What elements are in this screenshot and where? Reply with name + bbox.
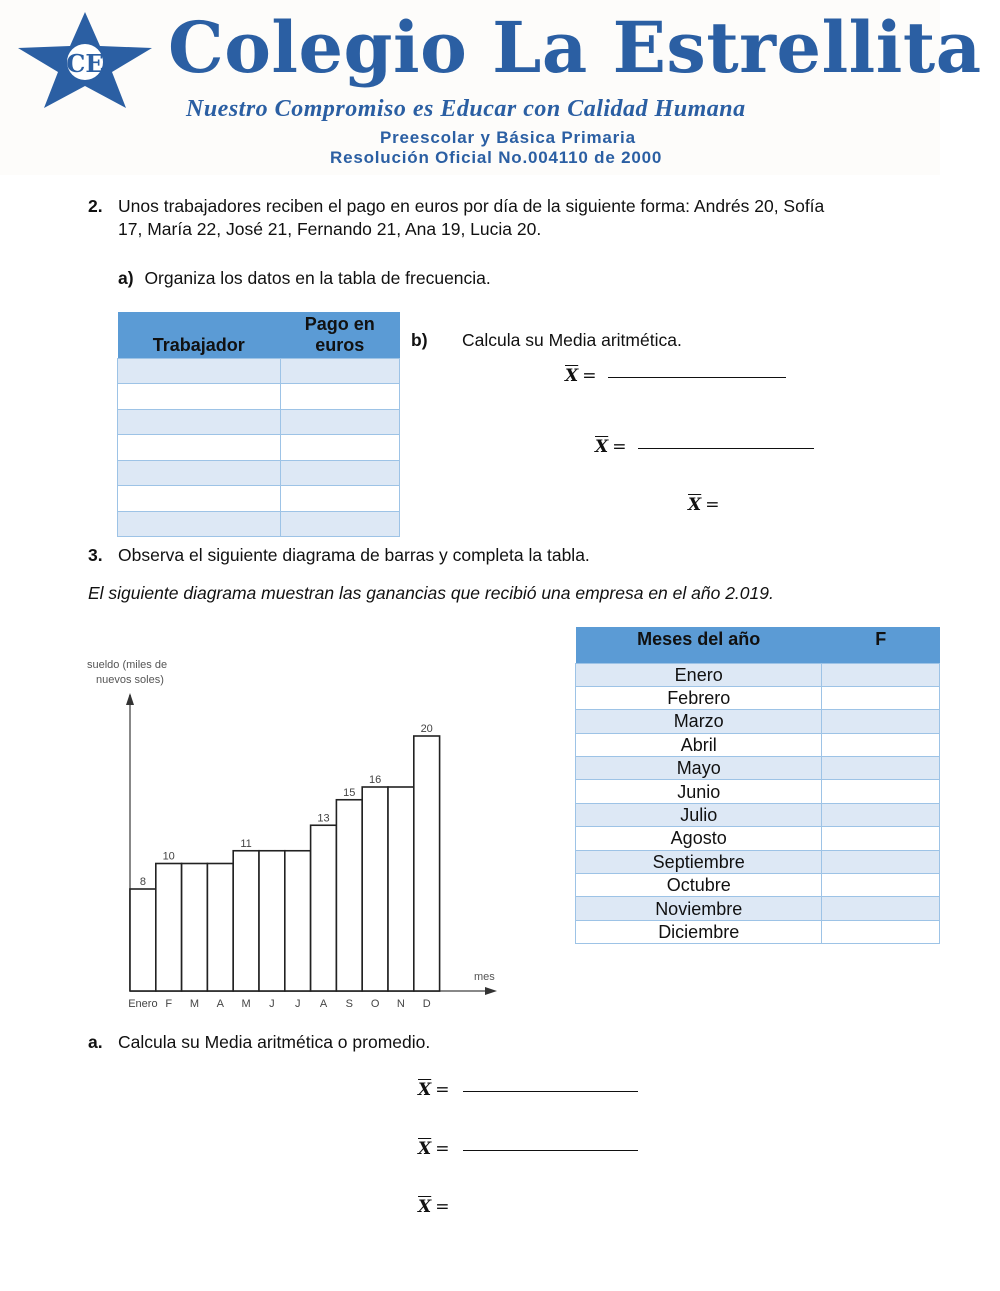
question-2-text-line2: 17, María 22, José 21, Fernando 21, Ana 19, Lucia 20. xyxy=(118,219,542,239)
bar xyxy=(182,864,208,992)
worker-cell[interactable] xyxy=(118,384,281,410)
bar-value-label: 13 xyxy=(317,812,330,825)
x-tick-label: A xyxy=(319,998,328,1010)
mean-formula-3: $\overline{X}$ = xyxy=(688,495,720,515)
month-cell: Marzo xyxy=(576,710,822,733)
month-cell: Febrero xyxy=(576,686,822,709)
x-axis-label: mes xyxy=(474,971,495,983)
payment-cell[interactable] xyxy=(280,460,400,486)
x-tick-label: A xyxy=(216,998,224,1010)
table-row xyxy=(576,874,940,897)
frequency-cell[interactable] xyxy=(822,920,940,943)
bar xyxy=(414,736,440,991)
bar xyxy=(388,787,414,991)
month-cell: Julio xyxy=(576,803,822,826)
bar xyxy=(336,800,362,991)
part-b-text: Calcula su Media aritmética. xyxy=(462,330,682,350)
x-tick-label: O xyxy=(370,998,380,1010)
worker-cell[interactable] xyxy=(118,460,281,486)
bar xyxy=(130,889,156,991)
bar xyxy=(233,851,259,991)
table-row xyxy=(118,486,400,512)
table-header-worker: Trabajador xyxy=(118,312,281,358)
table-row xyxy=(118,409,400,435)
y-axis-label-line2: nuevos soles) xyxy=(96,674,164,686)
x-tick-label: M xyxy=(189,998,200,1010)
answer-line-1[interactable] xyxy=(608,377,786,378)
x-tick-label: Enero xyxy=(128,998,158,1010)
school-resolution: Resolución Oficial No.004110 de 2000 xyxy=(330,148,663,167)
frequency-cell[interactable] xyxy=(822,874,940,897)
table-row xyxy=(118,384,400,410)
month-cell: Junio xyxy=(576,780,822,803)
answer-line-2[interactable] xyxy=(638,448,814,449)
mean-formula-2: $\overline{X}$ = xyxy=(595,437,627,457)
question-2-text-line1: Unos trabajadores reciben el pago en euros por día de la siguiente forma: Andrés 20, Sofía xyxy=(118,196,825,216)
frequency-cell[interactable] xyxy=(822,710,940,733)
y-axis-arrow-icon xyxy=(126,693,134,705)
bar xyxy=(207,864,233,992)
worker-cell[interactable] xyxy=(118,511,281,537)
mean-formula-1: $\overline{X}$ = xyxy=(565,366,597,386)
logo-monogram: CE xyxy=(66,49,104,78)
table-row xyxy=(576,780,940,803)
question-3 xyxy=(88,544,590,567)
monthly-earnings-bar-chart xyxy=(80,650,520,1020)
table-row xyxy=(118,460,400,486)
answer-line-4[interactable] xyxy=(463,1091,638,1092)
table-row xyxy=(576,686,940,709)
payment-cell[interactable] xyxy=(280,435,400,461)
table-row xyxy=(576,920,940,943)
payment-cell[interactable] xyxy=(280,384,400,410)
frequency-cell[interactable] xyxy=(822,803,940,826)
frequency-cell[interactable] xyxy=(822,686,940,709)
worker-cell[interactable] xyxy=(118,409,281,435)
school-motto: Nuestro Compromiso es Educar con Calidad Humana xyxy=(186,96,746,122)
payment-cell[interactable] xyxy=(280,511,400,537)
mean-formula-6: $\overline{X}$ = xyxy=(418,1197,450,1217)
x-tick-label: M xyxy=(241,998,251,1010)
table-row xyxy=(576,803,940,826)
table-row xyxy=(576,827,940,850)
part-a-label: a) xyxy=(118,268,134,288)
worker-cell[interactable] xyxy=(118,486,281,512)
frequency-cell[interactable] xyxy=(822,897,940,920)
month-cell: Enero xyxy=(576,663,822,686)
worker-cell[interactable] xyxy=(118,358,281,384)
bar xyxy=(259,851,285,991)
x-tick-label: S xyxy=(345,998,353,1010)
month-cell: Mayo xyxy=(576,757,822,780)
payment-cell[interactable] xyxy=(280,486,400,512)
table-row xyxy=(118,511,400,537)
q3-part-a-label: a. xyxy=(88,1032,103,1052)
bar-value-label: 10 xyxy=(162,850,175,863)
bars-group xyxy=(130,736,440,991)
star-logo-icon xyxy=(18,12,152,108)
bar xyxy=(362,787,388,991)
frequency-cell[interactable] xyxy=(822,827,940,850)
question-3-part-a xyxy=(88,1031,431,1054)
table-row xyxy=(118,435,400,461)
table-row xyxy=(576,663,940,686)
x-tick-label: D xyxy=(422,998,431,1010)
table-row xyxy=(576,757,940,780)
month-cell: Septiembre xyxy=(576,850,822,873)
question-2-number: 2. xyxy=(88,196,103,216)
month-cell: Abril xyxy=(576,733,822,756)
frequency-cell[interactable] xyxy=(822,663,940,686)
worker-frequency-table xyxy=(117,312,400,537)
question-3-text: Observa el siguiente diagrama de barras y completa la tabla. xyxy=(118,545,590,565)
table-header-frequency: F xyxy=(822,627,940,663)
school-header xyxy=(0,0,982,175)
month-cell: Diciembre xyxy=(576,920,822,943)
mean-formula-5: $\overline{X}$ = xyxy=(418,1139,450,1159)
question-3-number: 3. xyxy=(88,545,103,565)
table-row xyxy=(576,733,940,756)
bar-chart-svg xyxy=(80,650,520,1020)
frequency-cell[interactable] xyxy=(822,733,940,756)
month-cell: Octubre xyxy=(576,874,822,897)
part-b-label: b) xyxy=(411,330,428,350)
school-level: Preescolar y Básica Primaria xyxy=(380,128,636,147)
x-tick-label: F xyxy=(165,998,173,1010)
x-tick-label: N xyxy=(396,998,405,1010)
payment-cell[interactable] xyxy=(280,409,400,435)
month-cell: Noviembre xyxy=(576,897,822,920)
y-axis-label-line1: sueldo (miles de xyxy=(87,659,168,671)
mean-formula-4: $\overline{X}$ = xyxy=(418,1080,450,1100)
bar-value-label: 20 xyxy=(420,723,433,735)
bar xyxy=(156,864,182,992)
bar-value-label: 16 xyxy=(368,774,382,786)
bar-value-label: 8 xyxy=(139,876,146,888)
table-header-payment: Pago en euros xyxy=(280,312,400,358)
question-2 xyxy=(88,195,928,218)
table-row xyxy=(118,358,400,384)
x-tick-label: J xyxy=(294,998,301,1010)
part-a-text: Organiza los datos en la tabla de frecuencia. xyxy=(144,268,491,288)
table-header-months: Meses del año xyxy=(576,627,822,663)
question-2-part-b xyxy=(411,329,682,352)
table-row xyxy=(576,710,940,733)
frequency-cell[interactable] xyxy=(822,780,940,803)
frequency-cell[interactable] xyxy=(822,757,940,780)
worker-cell[interactable] xyxy=(118,435,281,461)
bar-value-label: 11 xyxy=(240,837,252,850)
q3-part-a-text: Calcula su Media aritmética o promedio. xyxy=(118,1032,431,1052)
month-cell: Agosto xyxy=(576,827,822,850)
bar xyxy=(285,851,311,991)
school-name: Colegio La Estrellita xyxy=(168,6,982,89)
payment-cell[interactable] xyxy=(280,358,400,384)
months-frequency-table xyxy=(575,627,940,944)
bar-value-label: 15 xyxy=(343,786,356,799)
question-3-subtitle: El siguiente diagrama muestran las ganancias que recibió una empresa en el año 2.019. xyxy=(88,583,774,603)
x-tick-label: J xyxy=(269,998,275,1010)
question-2-part-a xyxy=(118,267,491,290)
bar xyxy=(311,825,337,991)
x-axis-arrow-icon xyxy=(485,987,497,995)
x-tick-labels-group xyxy=(128,998,431,1010)
table-row xyxy=(576,850,940,873)
table-row xyxy=(576,897,940,920)
frequency-cell[interactable] xyxy=(822,850,940,873)
answer-line-5[interactable] xyxy=(463,1150,638,1151)
